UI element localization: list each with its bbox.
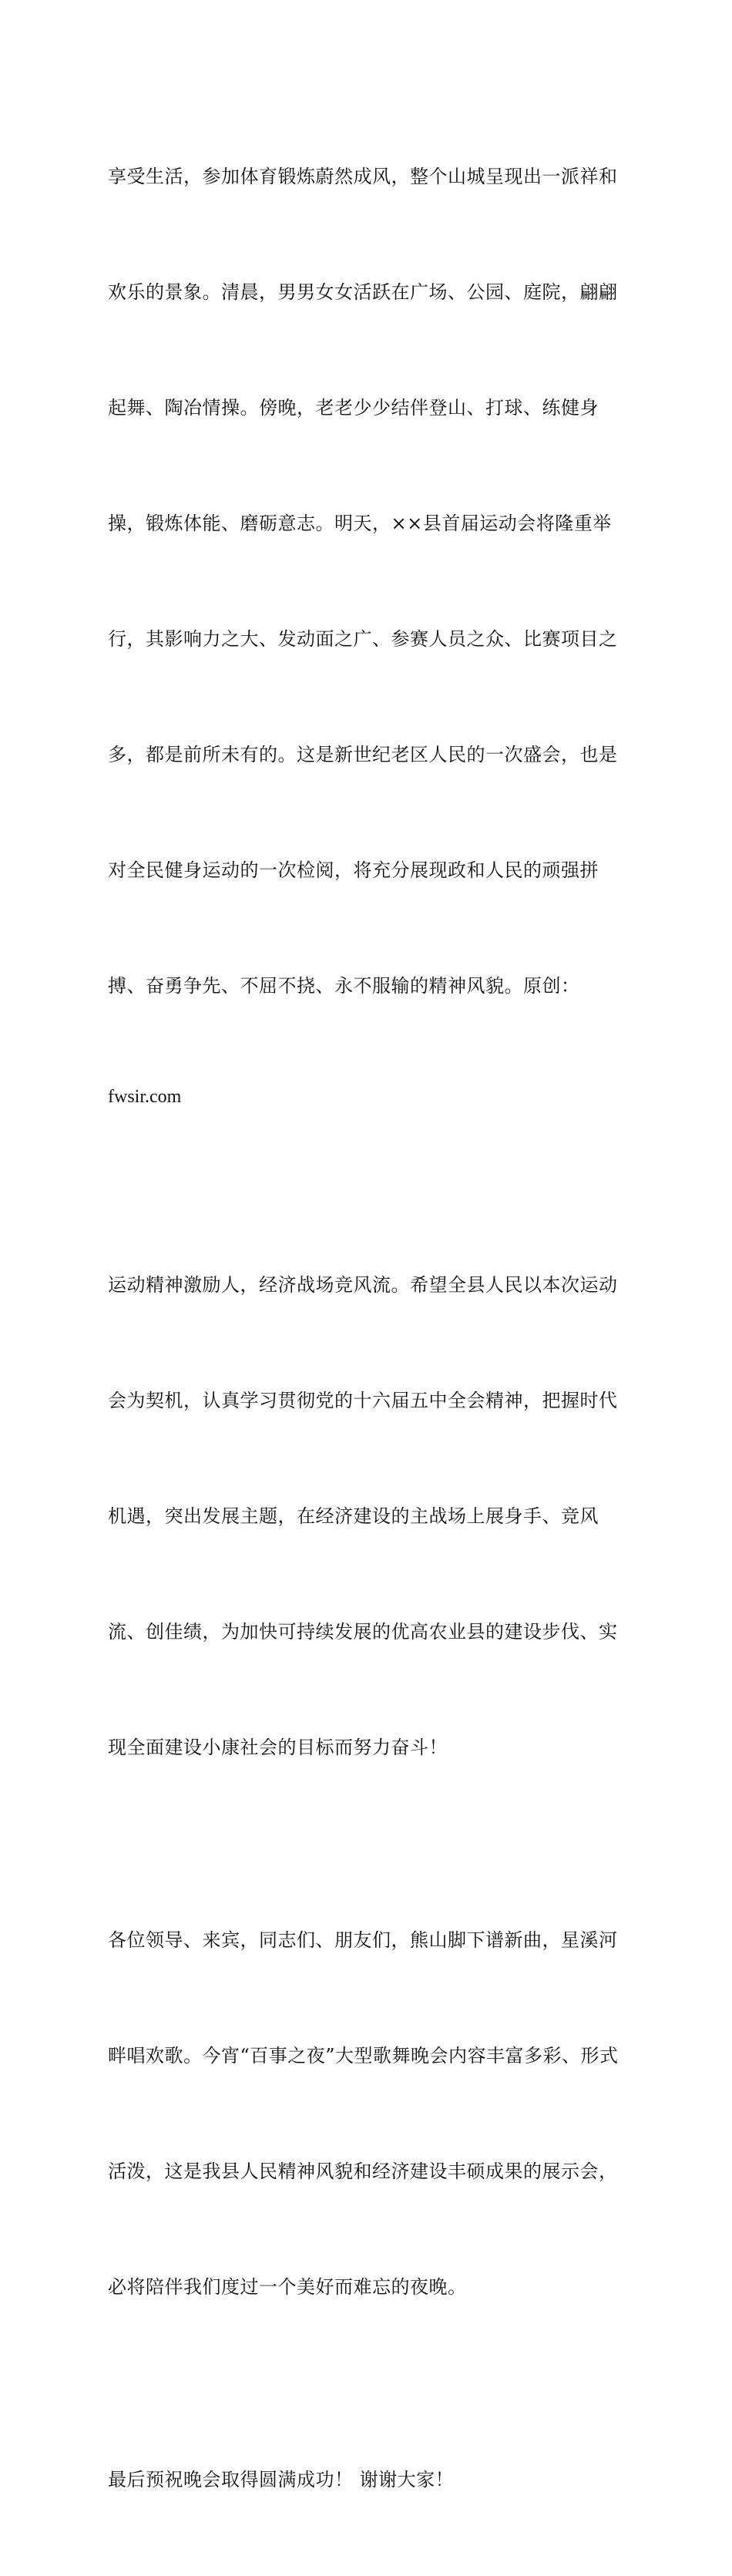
- document-body: [108, 80, 626, 2576]
- text-line: 流、创佳绩，为加快可持续发展的优高农业县的建设步伐、实: [108, 1621, 618, 1643]
- paragraph-economic-call: [108, 1189, 626, 1844]
- text-line: 现全面建设小康社会的目标而努力奋斗！: [108, 1737, 448, 1758]
- text-line: 活泼，这是我县人民精神风貌和经济建设丰硕成果的展示会，: [108, 2161, 618, 2182]
- text-line: 享受生活，参加体育锻炼蔚然成风，整个山城呈现出一派祥和: [108, 166, 618, 187]
- text-line: 行，其影响力之大、发动面之广、参赛人员之众、比赛项目之: [108, 628, 618, 650]
- paragraph-evening-gala: [108, 1844, 626, 2383]
- text-line: 必将陪伴我们度过一个美好而难忘的夜晚。: [108, 2276, 467, 2298]
- text-line: 最后预祝晚会取得圆满成功！ 谢谢大家！: [108, 2469, 455, 2490]
- text-line: 多，都是前所未有的。这是新世纪老区人民的一次盛会，也是: [108, 744, 618, 765]
- text-line: 运动精神激励人，经济战场竞风流。希望全县人民以本次运动: [108, 1274, 618, 1296]
- text-line: 对全民健身运动的一次检阅，将充分展现政和人民的顽强拼: [108, 859, 599, 881]
- text-line: 畔唱欢歌。今宵“百事之夜”大型歌舞晚会内容丰富多彩、形式: [108, 2045, 619, 2067]
- text-line: 操，锻炼体能、磨砺意志。明天，××县首届运动会将隆重举: [108, 513, 612, 534]
- text-line: 机遇，突出发展主题，在经济建设的主战场上展身手、竞风: [108, 1505, 599, 1527]
- source-url-text: fwsir.com: [108, 1087, 182, 1107]
- text-line: 起舞、陶冶情操。傍晚，老老少少结伴登山、打球、练健身: [108, 397, 599, 419]
- paragraph-closing-wishes: [108, 2383, 626, 2576]
- text-line: 会为契机，认真学习贯彻党的十六届五中全会精神，把握时代: [108, 1390, 618, 1411]
- text-line: 搏、奋勇争先、不屈不挠、永不服输的精神风貌。原创：: [108, 975, 580, 997]
- text-line: 欢乐的景象。清晨，男男女女活跃在广场、公园、庭院，翩翩: [108, 281, 618, 303]
- paragraph-sports-atmosphere: [108, 80, 626, 1189]
- text-line: 各位领导、来宾，同志们、朋友们，熊山脚下谱新曲，星溪河: [108, 1929, 618, 1951]
